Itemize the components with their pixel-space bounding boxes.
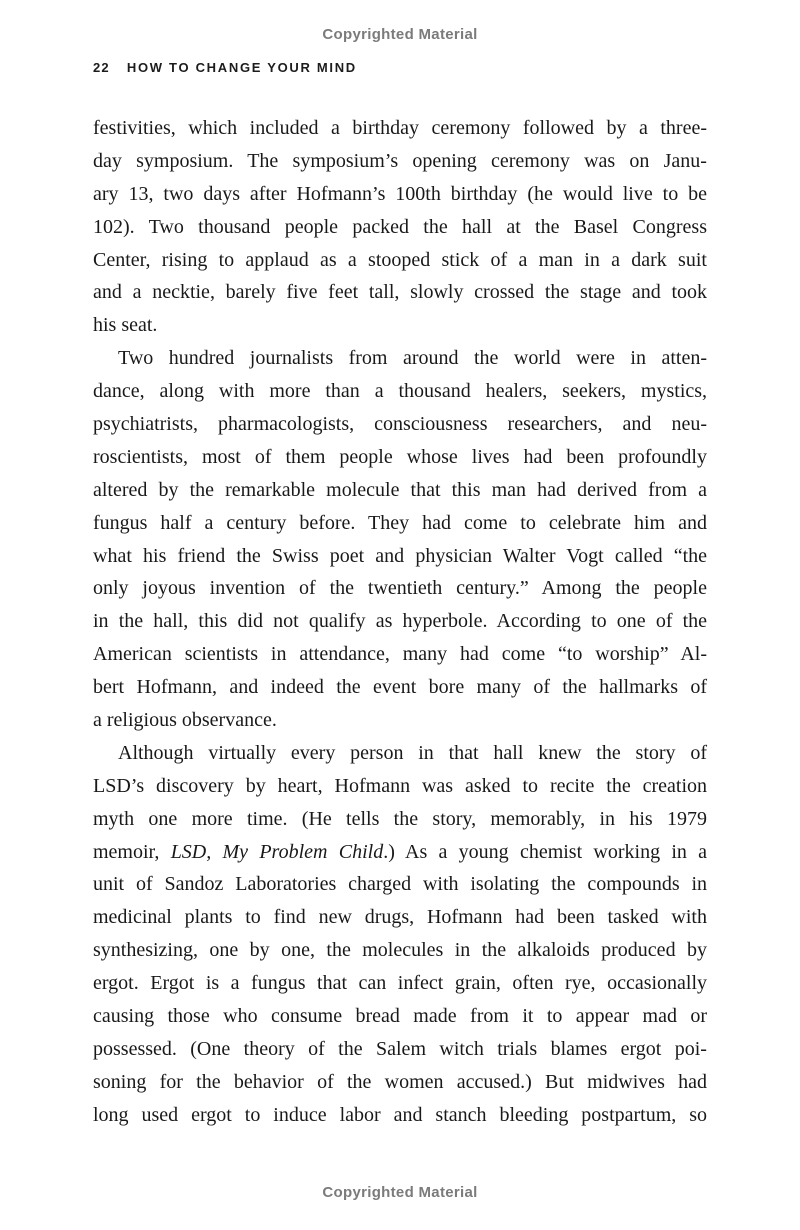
text-line (93, 638, 707, 671)
text-line-content: ary 13, two days after Hofmann’s 100th birthday (he would live to be (93, 182, 708, 205)
text-line-content: Two hundred journalists from around the world were in atten- (118, 347, 707, 370)
running-head (93, 60, 357, 75)
text-line (93, 1000, 707, 1033)
text-line-content: dance, along with more than a thousand healers, seekers, mystics, (93, 380, 708, 403)
text-line (93, 803, 707, 836)
text-line-content: bert Hofmann, and indeed the event bore many of the hallmarks of (93, 676, 708, 699)
text-line (93, 1033, 707, 1066)
body-text (93, 112, 707, 1132)
paragraph (93, 112, 707, 342)
text-line-content: psychiatrists, pharmacologists, consciousness researchers, and neu- (93, 413, 707, 436)
text-line-content (93, 841, 707, 863)
text-line (93, 901, 707, 934)
text-line-content: roscientists, most of them people whose lives had been profoundly (93, 445, 707, 468)
text-line (93, 934, 707, 967)
text-line-content: long used ergot to induce labor and stanch bleeding postpartum, so (93, 1103, 708, 1126)
text-line-content: what his friend the Swiss poet and physician Walter Vogt called “the (93, 544, 708, 567)
copyright-notice-bottom: Copyrighted Material (322, 1184, 478, 1201)
text-line (93, 178, 707, 211)
text-line (93, 112, 707, 145)
text-line (93, 868, 707, 901)
copyright-notice-top: Copyrighted Material (322, 26, 478, 43)
text-line-content: myth one more time. (He tells the story, memorably, in his 1979 (93, 807, 707, 830)
text-line-content: only joyous invention of the twentieth century.” Among the people (93, 577, 707, 600)
text-line-content: 102). Two thousand people packed the hall at the Basel Congress (93, 215, 707, 238)
text-line (93, 342, 707, 375)
text-line (93, 375, 707, 408)
text-line (93, 540, 707, 573)
text-line-content: Although virtually every person in that hall knew the story of (118, 741, 708, 764)
text-line-content: ergot. Ergot is a fungus that can infect grain, often rye, occasionally (93, 972, 708, 995)
book-title: HOW TO CHANGE YOUR MIND (126, 60, 357, 75)
text-line-content: Center, rising to applaud as a stooped stick of a man in a dark suit (93, 248, 707, 271)
text-line (93, 276, 707, 309)
text-line (93, 211, 707, 244)
text-line-content: LSD’s discovery by heart, Hofmann was asked to recite the creation (93, 774, 708, 797)
text-line (93, 704, 707, 737)
page-number: 22 (93, 60, 110, 75)
text-segment: memoir, (93, 840, 171, 863)
text-line (93, 836, 707, 869)
text-line (93, 507, 707, 540)
text-line (93, 1066, 707, 1099)
text-line-content: festivities, which included a birthday ceremony followed by a three- (93, 117, 707, 139)
text-line-content: a religious observance. (93, 709, 277, 732)
paragraph (93, 342, 707, 737)
text-line-content: and a necktie, barely five feet tall, slowly crossed the stage and took (93, 281, 708, 304)
text-line-content: causing those who consume bread made from it to appear mad or (93, 1005, 708, 1028)
text-line-content: American scientists in attendance, many had come “to worship” Al- (93, 643, 707, 666)
text-line (93, 244, 707, 277)
text-line-content: his seat. (93, 314, 158, 337)
text-line-content: unit of Sandoz Laboratories charged with isolating the compounds in (93, 873, 708, 896)
text-line-content: altered by the remarkable molecule that this man had derived from a (93, 478, 707, 501)
text-line (93, 309, 707, 342)
text-line (93, 572, 707, 605)
text-line (93, 408, 707, 441)
text-line (93, 145, 707, 178)
text-line (93, 737, 707, 770)
text-line-content: in the hall, this did not qualify as hyperbole. According to one of the (93, 610, 708, 633)
text-line (93, 671, 707, 704)
text-line-content: soning for the behavior of the women accused.) But midwives had (93, 1070, 708, 1093)
text-line (93, 605, 707, 638)
text-line-content: possessed. (One theory of the Salem witch trials blames ergot poi- (93, 1037, 707, 1060)
paragraph (93, 737, 707, 1132)
text-segment: .) As a young chemist working in a (383, 840, 708, 863)
text-line-content: medicinal plants to find new drugs, Hofmann had been tasked with (93, 906, 707, 929)
cited-book-title: LSD, My Problem Child (170, 840, 384, 863)
text-line-content: fungus half a century before. They had come to celebrate him and (93, 511, 707, 534)
text-line-content: day symposium. The symposium’s opening ceremony was on Janu- (93, 149, 707, 172)
text-line-content: synthesizing, one by one, the molecules in the alkaloids produced by (93, 939, 707, 962)
text-line (93, 967, 707, 1000)
text-line (93, 1099, 707, 1132)
text-line (93, 441, 707, 474)
text-line (93, 474, 707, 507)
text-line (93, 770, 707, 803)
